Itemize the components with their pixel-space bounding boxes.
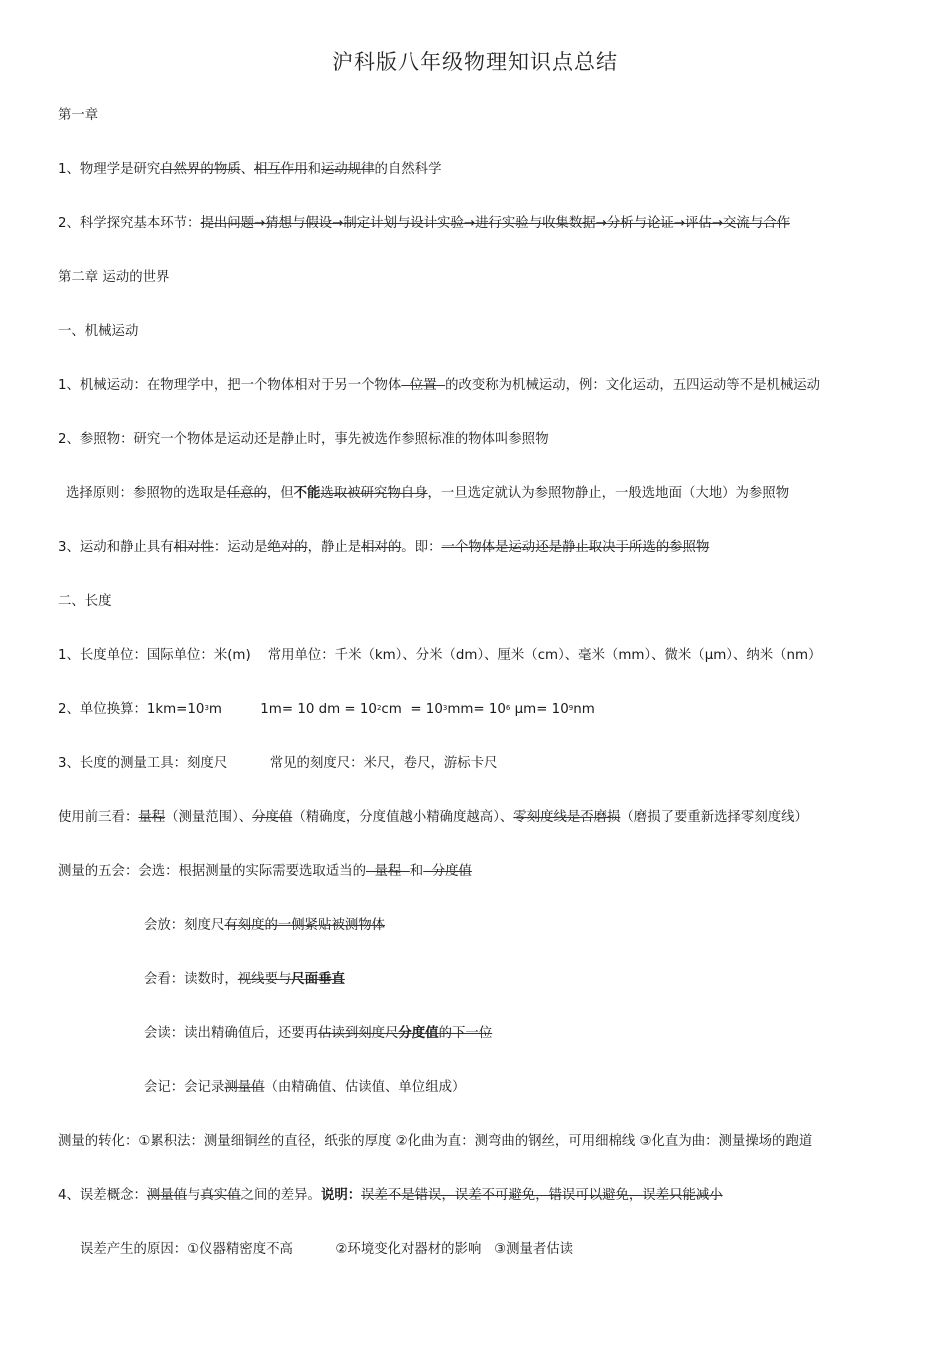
underlined-text: 相互作用 — [254, 162, 308, 177]
text: 和 — [409, 864, 424, 879]
underlined-text: 分度值 — [423, 864, 472, 879]
text: （测量范围）、 — [165, 810, 253, 825]
text: 测量的五会：会选：根据测量的实际需要选取适当的 — [58, 864, 366, 879]
underlined-text: 测量值 — [224, 1080, 265, 1095]
chapter-1-heading: 第一章 — [58, 108, 99, 123]
exponent: 3 — [204, 704, 209, 712]
exponent: 9 — [568, 704, 574, 712]
underlined-text: 相对性 — [173, 540, 214, 555]
underlined-text: 测量值 — [146, 1188, 188, 1203]
text: ：运动是 — [213, 540, 268, 555]
text: 的自然科学 — [374, 162, 442, 177]
underlined-text: 误差不是错误，误差不可避免，错误可以避免，误差只能减小 — [361, 1188, 723, 1203]
ch2-line-14: 测量的转化：①累积法：测量细铜丝的直径，纸张的厚度 ②化曲为直：测弯曲的钢丝，可用细棉线 ③化直为曲：测量操场的跑道 — [58, 1134, 813, 1149]
text: 会记：会记录 — [144, 1080, 225, 1095]
underlined-text: 分度值 — [252, 810, 293, 825]
text: ，静止是 — [307, 540, 362, 555]
underlined-text: 选取被研究物自身 — [320, 486, 428, 501]
underlined-text: 自然界的物质 — [160, 162, 241, 177]
text: ，一旦选定就认为参照物静止，一般选地面（大地）为参照物 — [427, 486, 790, 501]
ch2-line-9 — [58, 862, 472, 882]
text: 与 — [187, 1188, 201, 1203]
underlined-text: 位置 — [401, 378, 446, 393]
ch2-line-7: 3、长度的测量工具：刻度尺 常见的刻度尺：米尺，卷尺，游标卡尺 — [58, 756, 498, 771]
section-mechanical-motion: 一、机械运动 — [58, 324, 139, 339]
text: cm = 10 — [381, 702, 443, 717]
underlined-text: 视线要与 — [237, 972, 292, 987]
underlined-text: 相对的 — [361, 540, 402, 555]
text: nm — [573, 702, 595, 717]
ch2-line-5: 1、长度单位：国际单位：米(m) 常用单位：千米（km）、分米（dm）、厘米（cm）、毫米（mm）、微米（μm）、纳米（nm） — [58, 648, 822, 663]
underlined-text: 有刻度的一侧紧贴被测物体 — [224, 918, 386, 933]
text: 1、机械运动：在物理学中，把一个物体相对于另一个物体 — [58, 378, 402, 393]
underlined-text: 量程 — [365, 864, 410, 879]
ch2-line-16: 误差产生的原因：①仪器精密度不高 ②环境变化对器材的影响 ③测量者估读 — [80, 1242, 574, 1257]
underlined-text: 运动规律 — [320, 162, 375, 177]
document-title: 沪科版八年级物理知识点总结 — [332, 50, 618, 74]
ch2-line-6 — [58, 700, 595, 720]
ch2-line-10 — [144, 916, 385, 936]
exponent: 3 — [442, 704, 448, 712]
text: 。即： — [401, 540, 442, 555]
underlined-text: 任意的 — [226, 486, 267, 501]
underlined-text: 零刻度线是否磨损 — [513, 810, 621, 825]
ch2-line-8 — [58, 808, 808, 828]
ch2-line-11 — [144, 970, 345, 990]
text: 2、单位换算：1km=10 — [58, 702, 205, 717]
text: 4、误差概念： — [58, 1188, 147, 1203]
text: 、 — [240, 162, 254, 177]
ch2-line-15 — [58, 1186, 723, 1206]
ch2-line-2: 2、参照物：研究一个物体是运动还是静止时，事先被选作参照标准的物体叫参照物 — [58, 432, 549, 447]
bold-underlined-text: 分度值 — [398, 1026, 439, 1041]
text: mm= 10 — [447, 702, 506, 717]
text: μm= 10 — [510, 702, 569, 717]
text: 的改变称为机械运动，例：文化运动，五四运动等不是机械运动 — [445, 378, 821, 393]
text: 选择原则：参照物的选取是 — [66, 486, 227, 501]
underlined-text: 一个物体是运动还是静止取决于所选的参照物 — [441, 540, 710, 555]
underlined-text: 的下一位 — [438, 1026, 493, 1041]
text: （磨损了要重新选择零刻度线） — [620, 810, 808, 825]
underlined-text: 绝对的 — [267, 540, 308, 555]
section-length: 二、长度 — [58, 594, 112, 609]
text: 和 — [307, 162, 321, 177]
ch2-line-3 — [66, 484, 789, 504]
text: m 1m= 10 dm = 10 — [208, 702, 377, 717]
text: 2、科学探究基本环节： — [58, 216, 201, 231]
underlined-text: 量程 — [138, 810, 166, 825]
ch2-line-4 — [58, 538, 709, 558]
text: 之间的差异。 — [240, 1188, 321, 1203]
underlined-text: 真实值 — [200, 1188, 241, 1203]
ch2-line-12 — [144, 1024, 492, 1044]
underlined-text: 提出问题→猜想与假设→制定计划与设计实验→进行实验与收集数据→分析与论证→评估→交流与合作 — [200, 216, 790, 231]
exponent: 6 — [505, 704, 511, 712]
text: 会看：读数时， — [144, 972, 238, 987]
chapter-2-heading: 第二章 运动的世界 — [58, 270, 170, 285]
text: （精确度，分度值越小精确度越高）、 — [292, 810, 514, 825]
text: ，但 — [266, 486, 294, 501]
bold-text: 说明： — [320, 1188, 362, 1203]
text: 3、运动和静止具有 — [58, 540, 174, 555]
bold-underlined-text: 尺面垂直 — [291, 972, 345, 987]
text: 会读：读出精确值后，还要再 — [144, 1026, 319, 1041]
ch2-line-13 — [144, 1078, 465, 1098]
text: 会放：刻度尺 — [144, 918, 225, 933]
ch1-line-1 — [58, 160, 441, 180]
ch1-line-2 — [58, 214, 790, 234]
text: 1、物理学是研究 — [58, 162, 161, 177]
text: （由精确值、估读值、单位组成） — [264, 1080, 466, 1095]
bold-text: 不能 — [293, 486, 321, 501]
ch2-line-1 — [58, 376, 820, 396]
underlined-text: 估读到刻度尺 — [318, 1026, 399, 1041]
exponent: 2 — [376, 704, 382, 712]
text: 使用前三看： — [58, 810, 139, 825]
